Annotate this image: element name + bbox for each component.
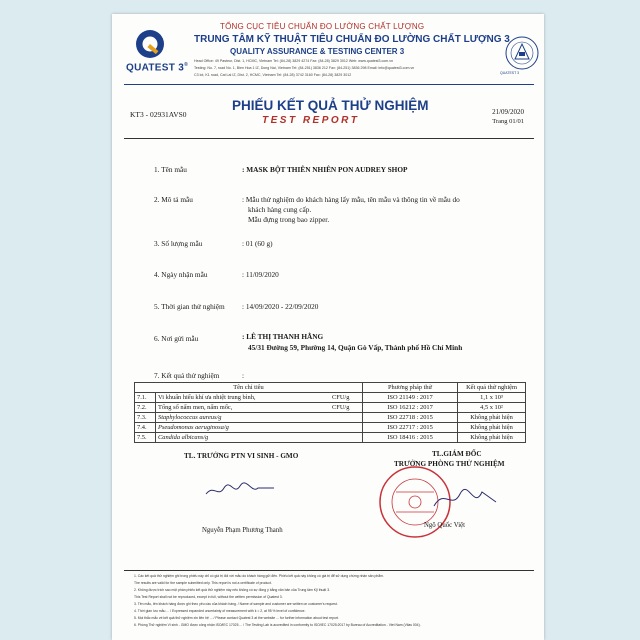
accreditation-seal-icon (502, 34, 542, 72)
report-page: Trang 01/01 (492, 118, 524, 125)
report-title-en: TEST REPORT (262, 115, 360, 126)
footer-note-3: 3. Tên mẫu, tên khách hàng được ghi theo yêu cầu của khách hàng. / Name of sample and customer are written on customer's request. (134, 602, 338, 606)
report-title-vn: PHIẾU KẾT QUẢ THỬ NGHIỆM (232, 98, 429, 113)
table-row: 7.5. Candida albicans/g ISO 18416 : 2015 Không phát hiện (135, 433, 526, 443)
address-row-2: Testing: No. 7, road No. 1, Bien Hoa 1 IZ, Dong Nai, Vietnam Tel: (84-251) 3836 212 Fax: (84-251) 3836 298 Email: info@quatest3.com.vn (194, 66, 415, 70)
report-date: 21/09/2020 (492, 108, 524, 116)
field-value-quantity: : 01 (60 g) (242, 239, 273, 248)
header-test-name: Tên chỉ tiêu (135, 383, 363, 393)
field-label-results: 7. Kết quả thử nghiệm (154, 371, 220, 380)
field-value-sample-name: : MASK BỘT THIÊN NHIÊN PON AUDREY SHOP (242, 165, 408, 174)
org-line-2: TRUNG TÂM KỸ THUẬT TIÊU CHUẨN ĐO LƯỜNG CHẤT LƯỢNG 3 (194, 34, 510, 45)
results-header-row (135, 383, 526, 393)
left-signature-mark (204, 474, 276, 502)
field-label-received-date: 4. Ngày nhận mẫu (154, 270, 208, 279)
field-label-test-period: 5. Thời gian thử nghiệm (154, 302, 225, 311)
header-result: Kết quả thử nghiệm (458, 383, 526, 393)
results-table (134, 382, 526, 443)
address-row-3: C3 lot, K1 road, Cat Lai IZ, Dist. 2, HCMC, Vietnam Tel: (84-28) 3742 3160 Fax: (84-28) 3829 3012 (194, 73, 352, 77)
table-row: 7.4. Pseudomonas aeruginosa/g ISO 22717 : 2015 Không phát hiện (135, 423, 526, 433)
field-value-sender-address: 45/31 Đường 59, Phường 14, Quận Gò Vấp, Thành phố Hồ Chí Minh (248, 343, 463, 352)
footer-note-1: 1. Các kết quả thử nghiệm ghi trong phiếu này chỉ có giá trị đối với mẫu do khách hàng gửi đến. Phiếu kết quả này không có giá trị để sử dụng chứng nhận sản phẩm. (134, 574, 384, 578)
quatest-logo-icon (134, 28, 166, 60)
field-label-sender: 6. Nơi gửi mẫu (154, 334, 199, 343)
org-line-1: TỔNG CỤC TIÊU CHUẨN ĐO LƯỜNG CHẤT LƯỢNG (220, 22, 425, 31)
footer-note-6: 6. Phòng Thử nghiệm Vi sinh - GMO được công nhận ISO/IEC 17025 ... / The Testing Lab is accredited in conformity to ISO/IEC 17025:2017 by Bureau of Accreditation - Viet Nam (Vilas 004). (134, 623, 421, 627)
left-signatory-name: Nguyễn Phạm Phương Thanh (202, 527, 283, 534)
right-signatory-title-2: TRƯỞNG PHÒNG THỬ NGHIỆM (394, 460, 505, 468)
table-row: 7.3. Staphylococcus aureus/g ISO 22718 : 2015 Không phát hiện (135, 413, 526, 423)
test-report-sheet (112, 14, 544, 640)
field-value-description: : Mẫu thử nghiệm do khách hàng lấy mẫu, tên mẫu và thông tin về mẫu do (242, 195, 460, 204)
table-row: 7.1. Vi khuẩn hiếu khí ưa nhiệt trung bình, CFU/g ISO 21149 : 2017 1,1 x 10³ (135, 393, 526, 403)
right-signatory-name: Ngô Quốc Việt (424, 522, 465, 529)
seal-caption: QUATEST 3 (500, 71, 520, 75)
right-signatory-title-1: TL.GIÁM ĐỐC (432, 450, 482, 458)
header-divider (124, 84, 534, 85)
field-value-description-3: Mẫu đựng trong bao zipper. (248, 215, 330, 224)
field-value-description-2: khách hàng cung cấp. (248, 205, 312, 214)
field-label-quantity: 3. Số lượng mẫu (154, 239, 203, 248)
header-method: Phương pháp thử (363, 383, 458, 393)
table-row: 7.2. Tổng số nấm men, nấm mốc, CFU/g ISO 16212 : 2017 4,5 x 10² (135, 403, 526, 413)
field-value-results: : (242, 371, 245, 380)
footer-note-2-en: This Test Report shall not be reproduced, except in full, without the written permission of Quatest 3. (134, 595, 283, 599)
footer-note-5: 5. Mọi thắc mắc về kết quả thử nghiệm xin liên hệ ... / Please contact Quatest 3 at the website ... for further information about test report. (134, 616, 339, 620)
report-code: KT3 - 02931AVS0 (130, 110, 187, 119)
left-signatory-title: TL. TRƯỞNG PTN VI SINH - GMO (184, 452, 299, 460)
right-signature-mark (430, 484, 500, 514)
field-value-sender-name: : LÊ THỊ THANH HẰNG (242, 332, 324, 341)
footer-divider (124, 570, 534, 571)
title-divider (124, 138, 534, 139)
field-value-received-date: : 11/09/2020 (242, 270, 279, 279)
footer-note-1-en: The results are valid for the sample submitted only. This report is not a certificate of product. (134, 581, 272, 585)
org-line-3: QUALITY ASSURANCE & TESTING CENTER 3 (230, 47, 405, 56)
address-row-1: Head Office: 49 Pasteur, Dist. 1, HCMC, Vietnam Tel: (84-28) 3829 4274 Fax: (84-28) 3829 3012 Web: www.quatest3.com.vn (194, 59, 394, 63)
footer-note-4: 4. Thời gian lưu mẫu ... / Expressed expanded uncertainty of measurement with k = 2, at 95 % level of confidence. (134, 609, 306, 613)
field-value-test-period: : 14/09/2020 - 22/09/2020 (242, 302, 319, 311)
footer-note-2: 2. Không được trích sao một phần phiếu kết quả thử nghiệm này nếu không có sự đồng ý bằng văn bản của Trung tâm Kỹ thuật 3. (134, 588, 331, 592)
field-label-description: 2. Mô tả mẫu (154, 195, 193, 204)
field-label-sample-name: 1. Tên mẫu (154, 165, 187, 174)
brand-name: QUATEST 3® (126, 62, 189, 74)
